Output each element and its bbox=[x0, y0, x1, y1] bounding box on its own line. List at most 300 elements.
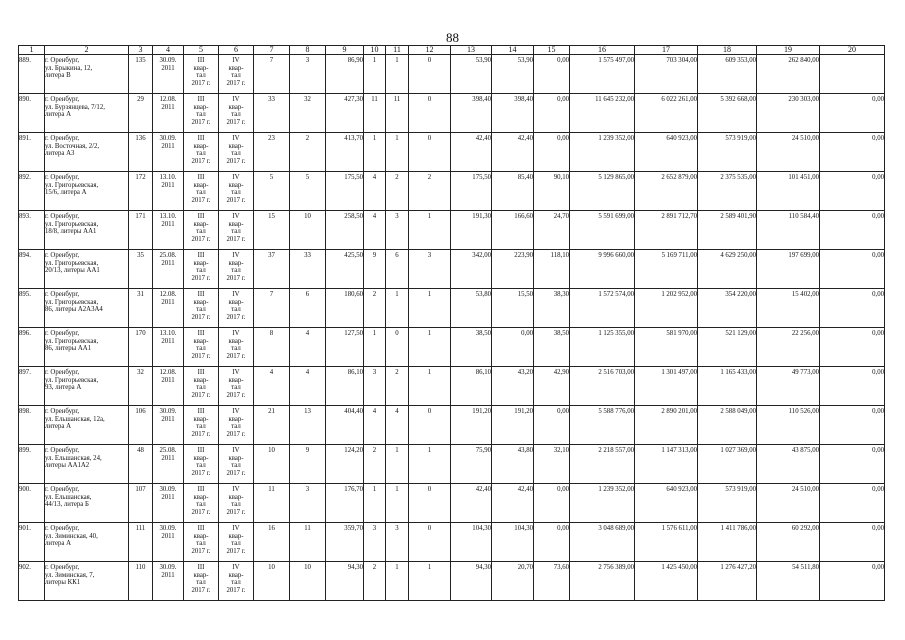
address-cell: г. Оренбург, ул. Григорьевская, 86, литеры АА1 bbox=[45, 328, 129, 367]
quarter-cell: IV квар- тал 2017 г. bbox=[219, 328, 254, 367]
table-row bbox=[19, 406, 885, 445]
cell: 404,40 bbox=[326, 406, 364, 445]
cell: 42,40 bbox=[451, 484, 492, 523]
cell: 191,30 bbox=[451, 211, 492, 250]
cell: 13 bbox=[290, 406, 326, 445]
table-row bbox=[19, 328, 885, 367]
column-header: 5 bbox=[184, 46, 219, 55]
cell: 1 147 313,00 bbox=[635, 445, 698, 484]
cell: 0 bbox=[409, 484, 451, 523]
cell: 1 bbox=[386, 445, 409, 484]
cell: 15 bbox=[254, 211, 290, 250]
cell: 0 bbox=[409, 133, 451, 172]
table-row bbox=[19, 562, 885, 601]
cell: 37 bbox=[254, 250, 290, 289]
page-number: 88 bbox=[446, 30, 459, 45]
date-cell: 30.09. 2011 bbox=[153, 55, 184, 94]
cell: 398,40 bbox=[492, 94, 534, 133]
address-cell: г. Оренбург, ул. Восточная, 2/2, литера А3 bbox=[45, 133, 129, 172]
cell: 0,00 bbox=[820, 172, 885, 211]
cell: 1 165 433,00 bbox=[698, 367, 757, 406]
quarter-cell: IV квар- тал 2017 г. bbox=[219, 289, 254, 328]
table-row bbox=[19, 55, 885, 94]
quarter-cell: III квар- тал 2017 г. bbox=[184, 172, 219, 211]
cell: 4 bbox=[290, 328, 326, 367]
cell: 24,70 bbox=[534, 211, 570, 250]
quarter-cell: III квар- тал 2017 г. bbox=[184, 55, 219, 94]
cell: 1 bbox=[386, 562, 409, 601]
date-cell: 12.08. 2011 bbox=[153, 289, 184, 328]
cell: 0,00 bbox=[820, 250, 885, 289]
cell: 2 756 389,00 bbox=[570, 562, 635, 601]
cell: 42,90 bbox=[534, 367, 570, 406]
cell: 3 bbox=[290, 55, 326, 94]
address-cell: г. Оренбург, ул. Бурзянцева, 7/12, литера А bbox=[45, 94, 129, 133]
row-number: 900. bbox=[19, 484, 45, 523]
cell: 4 bbox=[364, 406, 386, 445]
table-row bbox=[19, 484, 885, 523]
cell: 1 239 352,00 bbox=[570, 484, 635, 523]
cell: 32 bbox=[290, 94, 326, 133]
quarter-cell: IV квар- тал 2017 г. bbox=[219, 406, 254, 445]
cell: 573 919,00 bbox=[698, 133, 757, 172]
cell: 31 bbox=[129, 289, 153, 328]
table-row bbox=[19, 172, 885, 211]
cell: 11 bbox=[254, 484, 290, 523]
cell: 2 516 703,00 bbox=[570, 367, 635, 406]
cell: 3 048 689,00 bbox=[570, 523, 635, 562]
quarter-cell: III квар- тал 2017 г. bbox=[184, 562, 219, 601]
cell: 4 bbox=[364, 211, 386, 250]
address-cell: г. Оренбург, ул. Григорьевская, 15/6, литера А bbox=[45, 172, 129, 211]
cell: 6 bbox=[386, 250, 409, 289]
row-number: 899. bbox=[19, 445, 45, 484]
cell: 16 bbox=[254, 523, 290, 562]
quarter-cell: III квар- тал 2017 г. bbox=[184, 250, 219, 289]
cell: 6 022 261,00 bbox=[635, 94, 698, 133]
cell: 54 511,80 bbox=[757, 562, 820, 601]
cell: 1 bbox=[364, 133, 386, 172]
table-row bbox=[19, 445, 885, 484]
cell: 136 bbox=[129, 133, 153, 172]
cell: 262 840,00 bbox=[757, 55, 820, 94]
column-header: 1 bbox=[19, 46, 45, 55]
cell: 3 bbox=[364, 523, 386, 562]
cell: 5 bbox=[254, 172, 290, 211]
address-cell: г. Оренбург, ул. Зиминская, 7, литеры КК1 bbox=[45, 562, 129, 601]
cell: 191,20 bbox=[451, 406, 492, 445]
cell: 38,50 bbox=[451, 328, 492, 367]
cell: 110 bbox=[129, 562, 153, 601]
address-cell: г. Оренбург, ул. Григорьевская, 20/13, литеры АА1 bbox=[45, 250, 129, 289]
cell: 4 bbox=[364, 172, 386, 211]
quarter-cell: IV квар- тал 2017 г. bbox=[219, 94, 254, 133]
quarter-cell: IV квар- тал 2017 г. bbox=[219, 523, 254, 562]
quarter-cell: IV квар- тал 2017 г. bbox=[219, 55, 254, 94]
column-header: 20 bbox=[820, 46, 885, 55]
row-number: 892. bbox=[19, 172, 45, 211]
cell: 53,80 bbox=[451, 289, 492, 328]
cell: 2 bbox=[290, 133, 326, 172]
row-number: 890. bbox=[19, 94, 45, 133]
cell: 2 891 712,70 bbox=[635, 211, 698, 250]
cell: 0,00 bbox=[534, 133, 570, 172]
column-header: 15 bbox=[534, 46, 570, 55]
row-number: 893. bbox=[19, 211, 45, 250]
table-row bbox=[19, 211, 885, 250]
cell: 191,20 bbox=[492, 406, 534, 445]
row-number: 894. bbox=[19, 250, 45, 289]
cell: 3 bbox=[386, 211, 409, 250]
cell: 49 773,00 bbox=[757, 367, 820, 406]
cell: 35 bbox=[129, 250, 153, 289]
cell: 110 584,40 bbox=[757, 211, 820, 250]
cell: 5 169 711,00 bbox=[635, 250, 698, 289]
cell: 110 526,00 bbox=[757, 406, 820, 445]
cell: 104,30 bbox=[492, 523, 534, 562]
cell: 170 bbox=[129, 328, 153, 367]
cell: 11 bbox=[386, 94, 409, 133]
cell: 5 591 699,00 bbox=[570, 211, 635, 250]
address-cell: г. Оренбург, ул. Григорьевская, 93, литера А bbox=[45, 367, 129, 406]
cell: 258,50 bbox=[326, 211, 364, 250]
cell: 1 125 355,00 bbox=[570, 328, 635, 367]
quarter-cell: IV квар- тал 2017 г. bbox=[219, 172, 254, 211]
cell: 0,00 bbox=[492, 328, 534, 367]
date-cell: 13.10. 2011 bbox=[153, 328, 184, 367]
cell: 1 202 952,00 bbox=[635, 289, 698, 328]
cell: 3 bbox=[386, 523, 409, 562]
table-row bbox=[19, 133, 885, 172]
quarter-cell: IV квар- тал 2017 г. bbox=[219, 211, 254, 250]
cell: 609 353,00 bbox=[698, 55, 757, 94]
cell: 0,00 bbox=[820, 484, 885, 523]
cell: 5 bbox=[290, 172, 326, 211]
column-header: 18 bbox=[698, 46, 757, 55]
cell: 5 588 776,00 bbox=[570, 406, 635, 445]
cell: 1 301 497,00 bbox=[635, 367, 698, 406]
table-row bbox=[19, 289, 885, 328]
cell: 1 276 427,20 bbox=[698, 562, 757, 601]
quarter-cell: III квар- тал 2017 г. bbox=[184, 445, 219, 484]
cell: 75,90 bbox=[451, 445, 492, 484]
cell: 86,10 bbox=[326, 367, 364, 406]
cell: 1 576 611,00 bbox=[635, 523, 698, 562]
column-header: 6 bbox=[219, 46, 254, 55]
cell: 0,00 bbox=[534, 484, 570, 523]
cell: 175,50 bbox=[451, 172, 492, 211]
table-row bbox=[19, 94, 885, 133]
cell: 10 bbox=[290, 562, 326, 601]
quarter-cell: III квар- тал 2017 г. bbox=[184, 328, 219, 367]
date-cell: 30.09. 2011 bbox=[153, 406, 184, 445]
cell: 4 629 250,00 bbox=[698, 250, 757, 289]
cell: 1 425 450,00 bbox=[635, 562, 698, 601]
cell: 0 bbox=[409, 523, 451, 562]
table-row bbox=[19, 367, 885, 406]
row-number: 896. bbox=[19, 328, 45, 367]
cell: 2 589 401,90 bbox=[698, 211, 757, 250]
cell: 42,40 bbox=[492, 133, 534, 172]
cell: 7 bbox=[254, 289, 290, 328]
cell: 2 652 879,00 bbox=[635, 172, 698, 211]
cell: 1 027 369,00 bbox=[698, 445, 757, 484]
cell: 640 923,00 bbox=[635, 133, 698, 172]
cell: 4 bbox=[386, 406, 409, 445]
cell: 29 bbox=[129, 94, 153, 133]
cell: 24 510,00 bbox=[757, 133, 820, 172]
date-cell: 25.08. 2011 bbox=[153, 445, 184, 484]
cell: 581 970,00 bbox=[635, 328, 698, 367]
cell: 398,40 bbox=[451, 94, 492, 133]
date-cell: 30.09. 2011 bbox=[153, 562, 184, 601]
cell bbox=[820, 55, 885, 94]
cell: 104,30 bbox=[451, 523, 492, 562]
column-header: 2 bbox=[45, 46, 129, 55]
cell: 0 bbox=[409, 406, 451, 445]
cell: 0,00 bbox=[820, 94, 885, 133]
cell: 573 919,00 bbox=[698, 484, 757, 523]
row-number: 902. bbox=[19, 562, 45, 601]
cell: 0,00 bbox=[820, 211, 885, 250]
cell: 2 bbox=[364, 562, 386, 601]
cell: 176,70 bbox=[326, 484, 364, 523]
cell: 223,90 bbox=[492, 250, 534, 289]
address-cell: г. Оренбург, ул. Ельшанская, 44/13, литера Б bbox=[45, 484, 129, 523]
cell: 197 699,00 bbox=[757, 250, 820, 289]
cell: 2 bbox=[386, 367, 409, 406]
address-cell: г. Оренбург, ул. Григорьевская, 86, литеры А2А3А4 bbox=[45, 289, 129, 328]
cell: 9 996 660,00 bbox=[570, 250, 635, 289]
column-header: 12 bbox=[409, 46, 451, 55]
cell: 2 bbox=[386, 172, 409, 211]
cell: 1 575 497,00 bbox=[570, 55, 635, 94]
row-number: 901. bbox=[19, 523, 45, 562]
cell: 23 bbox=[254, 133, 290, 172]
cell: 0,00 bbox=[820, 406, 885, 445]
cell: 85,40 bbox=[492, 172, 534, 211]
cell: 1 bbox=[364, 55, 386, 94]
cell: 33 bbox=[254, 94, 290, 133]
cell: 342,00 bbox=[451, 250, 492, 289]
cell: 0,00 bbox=[820, 133, 885, 172]
cell: 53,90 bbox=[451, 55, 492, 94]
cell: 5 129 865,00 bbox=[570, 172, 635, 211]
cell: 11 645 232,00 bbox=[570, 94, 635, 133]
cell: 5 392 668,00 bbox=[698, 94, 757, 133]
cell: 15 402,00 bbox=[757, 289, 820, 328]
cell: 1 bbox=[409, 562, 451, 601]
cell: 10 bbox=[254, 445, 290, 484]
cell: 101 451,00 bbox=[757, 172, 820, 211]
column-header: 4 bbox=[153, 46, 184, 55]
cell: 1 572 574,00 bbox=[570, 289, 635, 328]
table-row bbox=[19, 523, 885, 562]
cell: 166,60 bbox=[492, 211, 534, 250]
cell: 703 304,00 bbox=[635, 55, 698, 94]
cell: 0,00 bbox=[534, 406, 570, 445]
cell: 425,50 bbox=[326, 250, 364, 289]
cell: 3 bbox=[409, 250, 451, 289]
column-header: 7 bbox=[254, 46, 290, 55]
cell: 1 239 352,00 bbox=[570, 133, 635, 172]
cell: 21 bbox=[254, 406, 290, 445]
cell: 43,80 bbox=[492, 445, 534, 484]
cell: 171 bbox=[129, 211, 153, 250]
cell: 0,00 bbox=[820, 328, 885, 367]
cell: 1 bbox=[386, 484, 409, 523]
cell: 22 256,00 bbox=[757, 328, 820, 367]
column-number-row bbox=[19, 46, 885, 55]
cell: 2 bbox=[409, 172, 451, 211]
cell: 94,30 bbox=[326, 562, 364, 601]
quarter-cell: IV квар- тал 2017 г. bbox=[219, 367, 254, 406]
column-header: 13 bbox=[451, 46, 492, 55]
date-cell: 13.10. 2011 bbox=[153, 211, 184, 250]
cell: 2 bbox=[364, 445, 386, 484]
column-header: 19 bbox=[757, 46, 820, 55]
column-header: 16 bbox=[570, 46, 635, 55]
cell: 124,20 bbox=[326, 445, 364, 484]
quarter-cell: IV квар- тал 2017 г. bbox=[219, 133, 254, 172]
date-cell: 13.10. 2011 bbox=[153, 172, 184, 211]
cell: 354 220,00 bbox=[698, 289, 757, 328]
column-header: 17 bbox=[635, 46, 698, 55]
cell: 1 bbox=[409, 211, 451, 250]
column-header: 11 bbox=[386, 46, 409, 55]
cell: 32 bbox=[129, 367, 153, 406]
column-header: 3 bbox=[129, 46, 153, 55]
row-number: 895. bbox=[19, 289, 45, 328]
cell: 42,40 bbox=[492, 484, 534, 523]
cell: 2 588 049,00 bbox=[698, 406, 757, 445]
date-cell: 30.09. 2011 bbox=[153, 133, 184, 172]
cell: 427,30 bbox=[326, 94, 364, 133]
cell: 6 bbox=[290, 289, 326, 328]
cell: 521 129,00 bbox=[698, 328, 757, 367]
row-number: 889. bbox=[19, 55, 45, 94]
cell: 86,10 bbox=[451, 367, 492, 406]
quarter-cell: IV квар- тал 2017 г. bbox=[219, 250, 254, 289]
address-cell: г. Оренбург, ул. Брыкина, 12, литера В bbox=[45, 55, 129, 94]
cell: 43,20 bbox=[492, 367, 534, 406]
date-cell: 12.08. 2011 bbox=[153, 94, 184, 133]
cell: 0 bbox=[386, 328, 409, 367]
cell: 15,50 bbox=[492, 289, 534, 328]
column-header: 9 bbox=[326, 46, 364, 55]
cell: 2 375 535,00 bbox=[698, 172, 757, 211]
cell: 7 bbox=[254, 55, 290, 94]
cell: 24 510,00 bbox=[757, 484, 820, 523]
address-cell: г. Оренбург, ул. Зиминская, 40, литера А bbox=[45, 523, 129, 562]
cell: 1 bbox=[386, 133, 409, 172]
cell: 0,00 bbox=[820, 523, 885, 562]
cell: 180,60 bbox=[326, 289, 364, 328]
cell: 32,10 bbox=[534, 445, 570, 484]
quarter-cell: III квар- тал 2017 г. bbox=[184, 406, 219, 445]
row-number: 891. bbox=[19, 133, 45, 172]
cell: 10 bbox=[290, 211, 326, 250]
quarter-cell: III квар- тал 2017 г. bbox=[184, 289, 219, 328]
cell: 9 bbox=[364, 250, 386, 289]
cell: 1 bbox=[386, 289, 409, 328]
cell: 413,70 bbox=[326, 133, 364, 172]
column-header: 14 bbox=[492, 46, 534, 55]
cell: 8 bbox=[254, 328, 290, 367]
date-cell: 12.08. 2011 bbox=[153, 367, 184, 406]
date-cell: 30.09. 2011 bbox=[153, 523, 184, 562]
cell: 0,00 bbox=[820, 289, 885, 328]
cell: 4 bbox=[254, 367, 290, 406]
cell: 1 411 786,00 bbox=[698, 523, 757, 562]
cell: 0 bbox=[409, 94, 451, 133]
cell: 33 bbox=[290, 250, 326, 289]
quarter-cell: III квар- тал 2017 г. bbox=[184, 484, 219, 523]
cell: 1 bbox=[364, 328, 386, 367]
cell: 0,00 bbox=[534, 94, 570, 133]
cell: 0,00 bbox=[820, 445, 885, 484]
cell: 73,60 bbox=[534, 562, 570, 601]
column-header: 10 bbox=[364, 46, 386, 55]
cell: 118,10 bbox=[534, 250, 570, 289]
cell: 127,50 bbox=[326, 328, 364, 367]
cell: 172 bbox=[129, 172, 153, 211]
cell: 38,50 bbox=[534, 328, 570, 367]
cell: 0,00 bbox=[534, 55, 570, 94]
cell: 48 bbox=[129, 445, 153, 484]
cell: 11 bbox=[364, 94, 386, 133]
cell: 10 bbox=[254, 562, 290, 601]
cell: 0 bbox=[409, 55, 451, 94]
cell: 53,90 bbox=[492, 55, 534, 94]
column-header: 8 bbox=[290, 46, 326, 55]
cell: 111 bbox=[129, 523, 153, 562]
quarter-cell: III квар- тал 2017 г. bbox=[184, 133, 219, 172]
cell: 90,10 bbox=[534, 172, 570, 211]
row-number: 897. bbox=[19, 367, 45, 406]
row-number: 898. bbox=[19, 406, 45, 445]
address-cell: г. Оренбург, ул. Ельшанская, 12а, литера А bbox=[45, 406, 129, 445]
quarter-cell: IV квар- тал 2017 г. bbox=[219, 484, 254, 523]
address-cell: г. Оренбург, ул. Григорьевская, 18/8, литеры АА1 bbox=[45, 211, 129, 250]
quarter-cell: III квар- тал 2017 г. bbox=[184, 523, 219, 562]
date-cell: 25.08. 2011 bbox=[153, 250, 184, 289]
cell: 3 bbox=[364, 367, 386, 406]
cell: 107 bbox=[129, 484, 153, 523]
cell: 1 bbox=[364, 484, 386, 523]
quarter-cell: IV квар- тал 2017 г. bbox=[219, 445, 254, 484]
cell: 106 bbox=[129, 406, 153, 445]
cell: 0,00 bbox=[820, 562, 885, 601]
quarter-cell: IV квар- тал 2017 г. bbox=[219, 562, 254, 601]
cell: 20,70 bbox=[492, 562, 534, 601]
table-body bbox=[19, 55, 885, 601]
cell: 60 292,00 bbox=[757, 523, 820, 562]
date-cell: 30.09. 2011 bbox=[153, 484, 184, 523]
quarter-cell: III квар- тал 2017 г. bbox=[184, 367, 219, 406]
cell: 640 923,00 bbox=[635, 484, 698, 523]
cell: 4 bbox=[290, 367, 326, 406]
cell: 11 bbox=[290, 523, 326, 562]
cell: 2 218 557,00 bbox=[570, 445, 635, 484]
cell: 3 bbox=[290, 484, 326, 523]
cell: 1 bbox=[409, 289, 451, 328]
cell: 42,40 bbox=[451, 133, 492, 172]
cell: 230 303,00 bbox=[757, 94, 820, 133]
cell: 1 bbox=[409, 328, 451, 367]
address-cell: г. Оренбург, ул. Ельшанская, 24, литеры АА1А2 bbox=[45, 445, 129, 484]
cell: 0,00 bbox=[820, 367, 885, 406]
